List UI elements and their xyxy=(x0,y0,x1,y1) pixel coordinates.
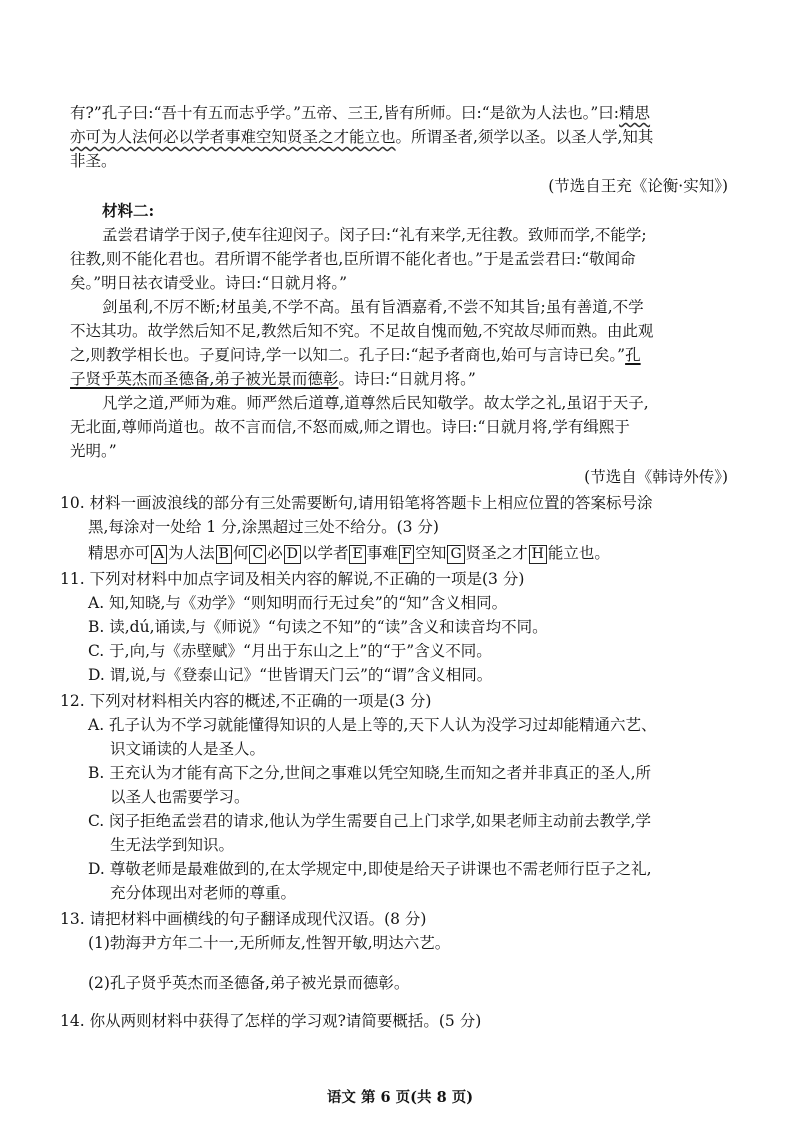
material-2-source: (节选自《韩诗外传》) xyxy=(584,468,728,486)
break-option-e[interactable]: E xyxy=(349,545,365,564)
material-2-line xyxy=(70,368,476,390)
material-2-line: 不达其功。故学然后知不足,教然后知不究。不足故自愧而勉,不究故尽师而熟。由此观 xyxy=(70,322,654,340)
option-c[interactable]: C. 闵子拒绝孟尝君的请求,他认为学生需要自己上门求学,如果老师主动前去教学,学 xyxy=(88,812,651,830)
material-2-line: 矣。”明日祛衣请受业。诗曰:“日就月将。” xyxy=(70,274,347,292)
break-option-f[interactable]: F xyxy=(399,545,415,564)
break-option-a[interactable]: A xyxy=(151,545,167,564)
material-2-line: 无北面,尊师尚道也。故不言而信,不怒而威,师之谓也。诗曰:“日就月将,学有缉熙于 xyxy=(70,418,630,436)
option-c[interactable]: C. 于,向,与《赤壁赋》“月出于东山之上”的“于”含义不同。 xyxy=(88,642,492,660)
text-segment: 精思亦可 xyxy=(88,544,151,562)
text-segment: 。所谓圣者,须学以圣。以圣人学,知其 xyxy=(395,128,654,146)
underlined-text: 孔 xyxy=(625,346,641,364)
text-segment: 为人法 xyxy=(168,544,215,562)
option-b[interactable]: B. 王充认为才能有高下之分,世间之事难以凭空知晓,生而知之者并非真正的圣人,所 xyxy=(88,764,652,782)
option-d-cont: 充分体现出对老师的尊重。 xyxy=(110,884,297,902)
option-c-cont: 生无法学到知识。 xyxy=(110,836,235,854)
material-1-line xyxy=(70,126,653,148)
text-segment: 能立也。 xyxy=(547,544,610,562)
text-segment: 事难 xyxy=(366,544,398,562)
text-segment: 必 xyxy=(267,544,283,562)
option-a-cont: 识文诵读的人是圣人。 xyxy=(110,740,266,758)
question-stem: 11. 下列对材料中加点字词及相关内容的解说,不正确的一项是(3 分) xyxy=(60,570,525,588)
break-option-h[interactable]: H xyxy=(529,545,547,564)
option-a[interactable]: A. 孔子认为不学习就能懂得知识的人是上等的,天下人认为没学习过却能精通六艺、 xyxy=(88,716,657,734)
question-stem: 12. 下列对材料相关内容的概述,不正确的一项是(3 分) xyxy=(60,692,432,710)
material-2-line xyxy=(70,344,641,366)
break-option-c[interactable]: C xyxy=(249,545,266,564)
question-stem: 13. 请把材料中画横线的句子翻译成现代汉语。(8 分) xyxy=(60,910,427,928)
question-stem: 黑,每涂对一处给 1 分,涂黑超过三处不给分。(3 分) xyxy=(88,518,439,536)
option-d[interactable]: D. 谓,说,与《登泰山记》“世皆谓天门云”的“谓”含义相同。 xyxy=(88,666,493,684)
material-2-line: 往教,则不能化君也。君所谓不能学者也,臣所谓不能化者也。”于是孟尝君曰:“敬闻命 xyxy=(70,250,636,268)
text-segment: 。诗曰:“日就月将。” xyxy=(338,370,476,388)
break-option-d[interactable]: D xyxy=(284,545,301,564)
material-1-line: 非圣。 xyxy=(70,152,117,170)
wavy-underlined-text: 亦可为人法何必以学者事难空知贤圣之才能立也 xyxy=(70,128,396,146)
material-2-line: 光明。” xyxy=(70,442,117,460)
text-segment: 空知 xyxy=(415,544,447,562)
material-2-line: 孟尝君请学于闵子,使车往迎闵子。闵子曰:“礼有来学,无往教。致师而学,不能学; xyxy=(102,226,647,244)
sub-question-1: (1)勃海尹方年二十一,无所师友,性智开敏,明达六艺。 xyxy=(88,934,451,952)
wavy-underlined-text: 精思 xyxy=(619,104,651,122)
option-b[interactable]: B. 读,dú,诵读,与《师说》“句读之不知”的“读”含义和读音均不同。 xyxy=(88,618,548,636)
question-stem: 10. 材料一画波浪线的部分有三处需要断句,请用铅笔将答题卡上相应位置的答案标号涂 xyxy=(60,494,653,512)
option-a[interactable]: A. 知,知晓,与《劝学》“则知明而行无过矣”的“知”含义相同。 xyxy=(88,594,508,612)
material-1-line xyxy=(70,102,650,124)
material-2-heading: 材料二: xyxy=(102,201,155,220)
text-segment: 有?”孔子曰:“吾十有五而志乎学。”五帝、三王,皆有所师。曰:“是欲为人法也。”曰: xyxy=(70,104,620,122)
text-segment: 之,则教学相长也。子夏问诗,学一以知二。孔子曰:“起予者商也,始可与言诗已矣。” xyxy=(70,346,626,364)
text-segment: 何 xyxy=(232,544,249,562)
material-2-line: 剑虽利,不厉不断;材虽美,不学不高。虽有旨酒嘉肴,不尝不知其旨;虽有善道,不学 xyxy=(102,298,644,316)
sub-question-2: (2)孔子贤乎英杰而圣德备,弟子被光景而德彰。 xyxy=(88,974,410,992)
material-1-source: (节选自王充《论衡·实知》) xyxy=(548,177,728,195)
text-segment: 贤圣之才 xyxy=(465,544,528,562)
page-footer: 语文 第 6 页(共 8 页) xyxy=(326,1089,474,1106)
option-b-cont: 以圣人也需要学习。 xyxy=(110,788,250,806)
material-2-line: 凡学之道,严师为难。师严然后道尊,道尊然后民知敬学。故太学之礼,虽诏于天子, xyxy=(102,394,649,412)
underlined-text: 子贤乎英杰而圣德备,弟子被光景而德彰 xyxy=(70,370,339,388)
question-stem: 14. 你从两则材料中获得了怎样的学习观?请简要概括。(5 分) xyxy=(60,1012,482,1030)
sentence-break-options xyxy=(88,542,610,564)
break-option-b[interactable]: B xyxy=(216,545,232,564)
text-segment: 以学者 xyxy=(301,544,349,562)
option-d[interactable]: D. 尊敬老师是最难做到的,在太学规定中,即使是给天子讲课也不需老师行臣子之礼, xyxy=(88,860,652,878)
break-option-g[interactable]: G xyxy=(447,545,464,564)
